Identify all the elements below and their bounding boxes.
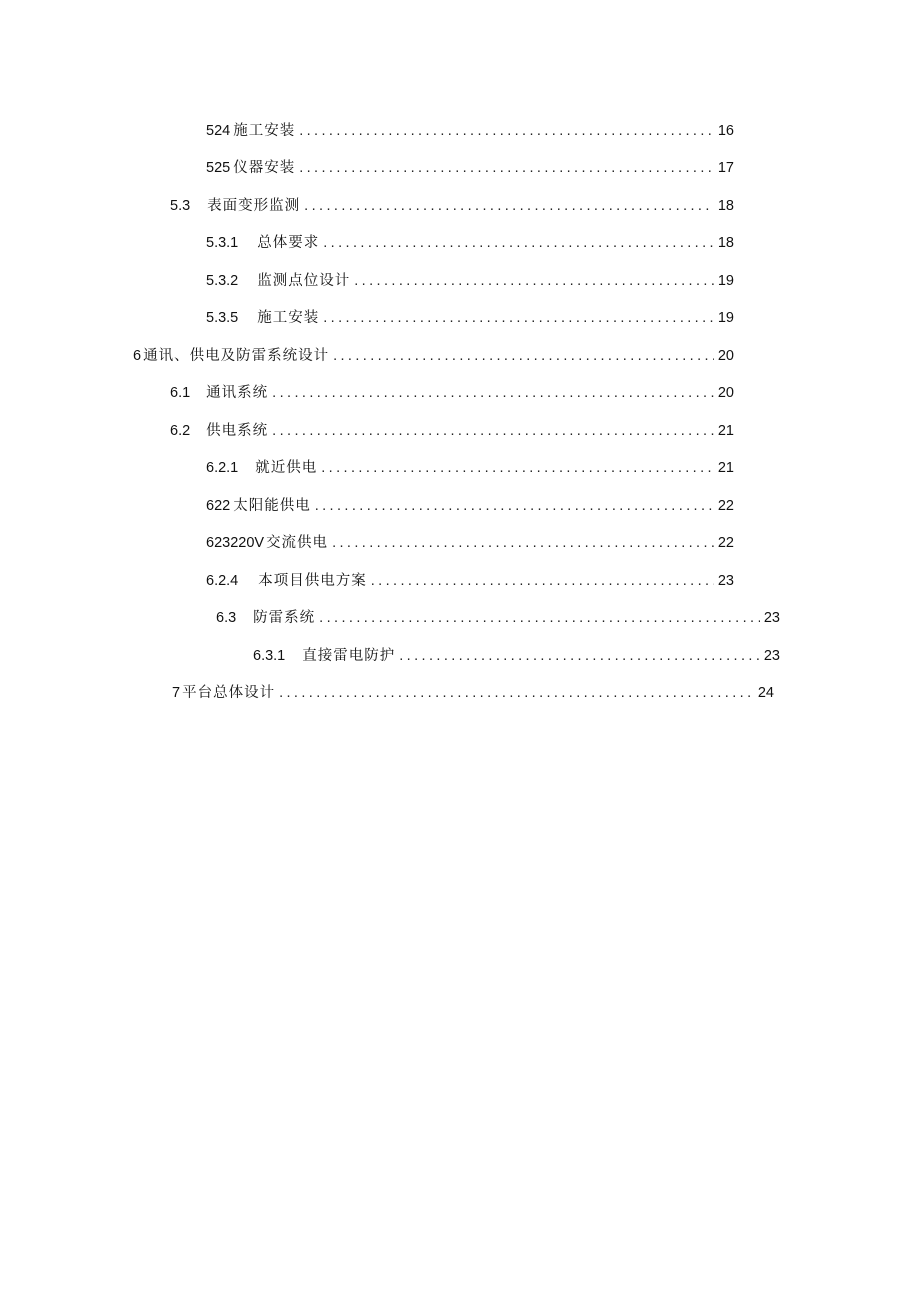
toc-entry-page: 19 bbox=[717, 273, 734, 289]
toc-entry-title: 供电系统 bbox=[206, 423, 269, 439]
toc-entry-page: 18 bbox=[717, 198, 734, 214]
toc-leader-dots bbox=[272, 381, 714, 405]
toc-entry-number: 524 bbox=[206, 123, 231, 139]
toc-entry[interactable] bbox=[133, 344, 734, 368]
toc-entry-page: 24 bbox=[757, 685, 774, 701]
toc-entry[interactable] bbox=[206, 456, 734, 480]
toc-entry-title: 表面变形监测 bbox=[207, 198, 301, 214]
toc-entry-page: 16 bbox=[717, 123, 734, 139]
toc-entry-page: 21 bbox=[717, 460, 734, 476]
toc-entry-number: 6.3 bbox=[216, 610, 237, 626]
toc-leader-dots bbox=[323, 306, 714, 330]
toc-leader-dots bbox=[299, 119, 714, 143]
toc-entry-number: 5.3.5 bbox=[206, 310, 239, 326]
toc-entry-title: 总体要求 bbox=[257, 235, 320, 251]
toc-entry-page: 20 bbox=[717, 385, 734, 401]
toc-entry[interactable] bbox=[206, 531, 734, 555]
toc-leader-dots bbox=[319, 606, 760, 630]
toc-entry[interactable] bbox=[206, 494, 734, 518]
toc-entry-number: 5.3 bbox=[170, 198, 191, 214]
toc-entry-page: 22 bbox=[717, 498, 734, 514]
toc-entry-number: 6 bbox=[133, 348, 142, 364]
toc-entry-title: 施工安装 bbox=[257, 310, 320, 326]
toc-entry-number: 623220V bbox=[206, 535, 265, 551]
toc-entry-number: 5.3.1 bbox=[206, 235, 239, 251]
toc-entry-page: 22 bbox=[717, 535, 734, 551]
toc-entry-title: 监测点位设计 bbox=[257, 273, 351, 289]
toc-entry-title: 通讯、供电及防雷系统设计 bbox=[143, 348, 330, 364]
toc-entry-title: 交流供电 bbox=[266, 535, 329, 551]
toc-entry-number: 6.2.1 bbox=[206, 460, 239, 476]
toc-entry[interactable] bbox=[206, 231, 734, 255]
toc-leader-dots bbox=[299, 156, 714, 180]
toc-entry[interactable] bbox=[206, 156, 734, 180]
toc-entry-page: 18 bbox=[717, 235, 734, 251]
toc-entry-page: 17 bbox=[717, 160, 734, 176]
toc-entry-title: 就近供电 bbox=[255, 460, 318, 476]
toc-leader-dots bbox=[399, 644, 760, 668]
toc-leader-dots bbox=[371, 569, 714, 593]
toc-leader-dots bbox=[333, 344, 714, 368]
toc-entry-title: 太阳能供电 bbox=[233, 498, 311, 514]
toc-entry-title: 施工安装 bbox=[233, 123, 296, 139]
toc-leader-dots bbox=[332, 531, 714, 555]
toc-entry-number: 6.2.4 bbox=[206, 573, 239, 589]
toc-leader-dots bbox=[304, 194, 714, 218]
toc-entry-number: 7 bbox=[172, 685, 181, 701]
toc-entry-title: 平台总体设计 bbox=[182, 685, 276, 701]
toc-entry-page: 23 bbox=[763, 648, 780, 664]
toc-entry-number: 6.2 bbox=[170, 423, 191, 439]
toc-entry[interactable] bbox=[170, 194, 734, 218]
toc-entry-title: 直接雷电防护 bbox=[302, 648, 396, 664]
toc-entry-title: 仪器安装 bbox=[233, 160, 296, 176]
toc-entry[interactable] bbox=[170, 381, 734, 405]
toc-entry-page: 20 bbox=[717, 348, 734, 364]
toc-entry-number: 6.1 bbox=[170, 385, 191, 401]
toc-entry[interactable] bbox=[172, 681, 774, 705]
toc-leader-dots bbox=[354, 269, 714, 293]
toc-entry-page: 23 bbox=[717, 573, 734, 589]
toc-entry[interactable] bbox=[206, 569, 734, 593]
toc-leader-dots bbox=[321, 456, 714, 480]
toc-entry-page: 23 bbox=[763, 610, 780, 626]
toc-entry[interactable] bbox=[216, 606, 780, 630]
toc-entry-title: 防雷系统 bbox=[253, 610, 316, 626]
toc-entry-title: 通讯系统 bbox=[206, 385, 269, 401]
toc-entry-page: 19 bbox=[717, 310, 734, 326]
toc-leader-dots bbox=[315, 494, 714, 518]
toc-entry-title: 本项目供电方案 bbox=[258, 573, 367, 589]
toc-entry[interactable] bbox=[206, 306, 734, 330]
toc-entry-number: 6.3.1 bbox=[253, 648, 286, 664]
toc-leader-dots bbox=[272, 419, 714, 443]
toc-entry-number: 5.3.2 bbox=[206, 273, 239, 289]
toc-entry[interactable] bbox=[170, 419, 734, 443]
toc-entry[interactable] bbox=[206, 269, 734, 293]
toc-entry[interactable] bbox=[206, 119, 734, 143]
toc-entry[interactable] bbox=[253, 644, 780, 668]
toc-entry-number: 622 bbox=[206, 498, 231, 514]
toc-leader-dots bbox=[279, 681, 754, 705]
toc-entry-page: 21 bbox=[717, 423, 734, 439]
toc-entry-number: 525 bbox=[206, 160, 231, 176]
toc-leader-dots bbox=[323, 231, 714, 255]
